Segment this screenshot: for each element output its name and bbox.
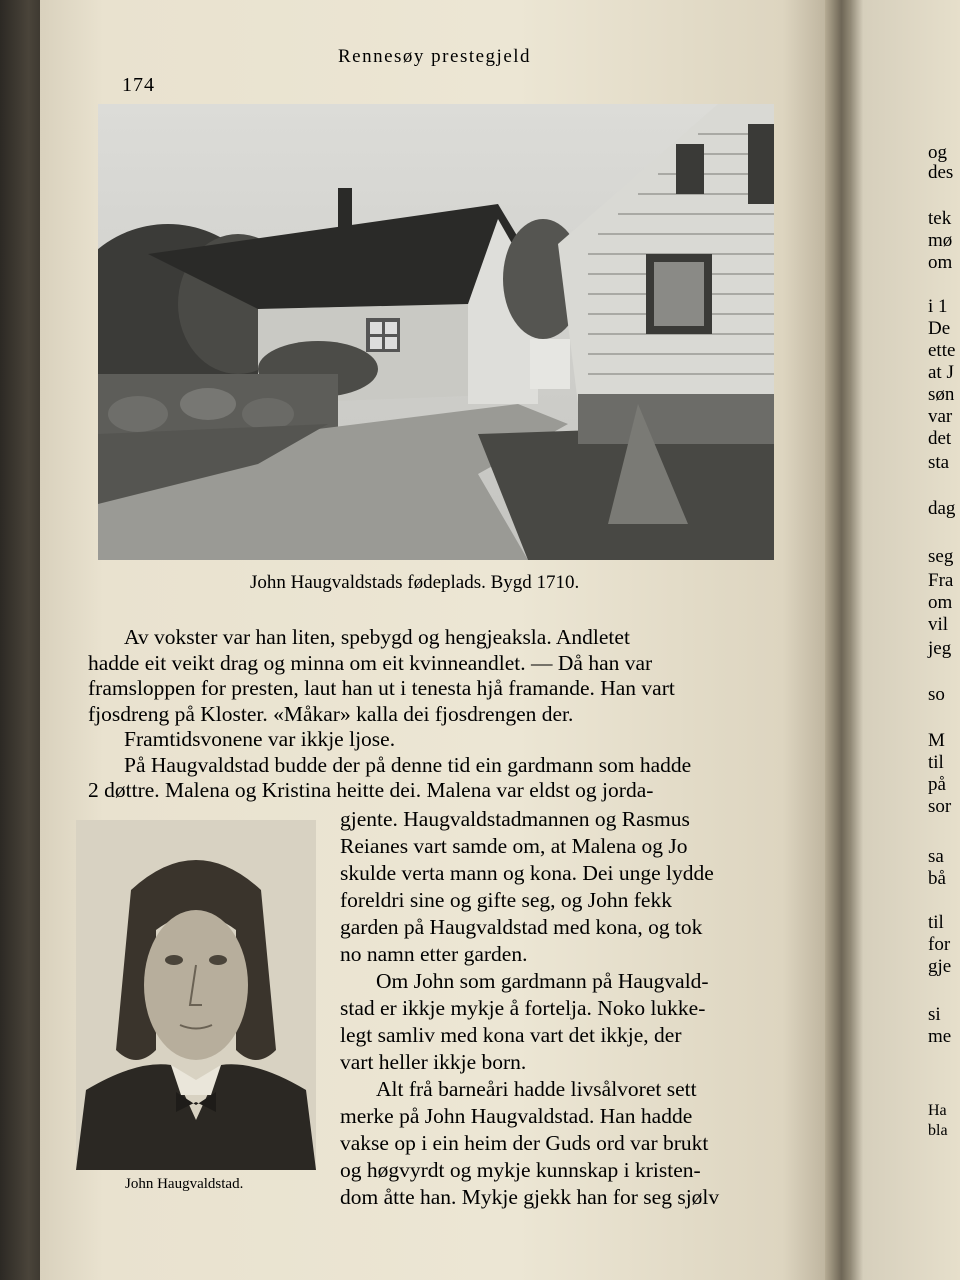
page-number: 174 [122, 74, 155, 96]
text-line: legt samliv med kona vart det ikkje, der [340, 1023, 682, 1047]
right-fragment: sa [928, 846, 944, 867]
text-line: garden på Haugvaldstad med kona, og tok [340, 915, 703, 939]
text-line: På Haugvaldstad budde der på denne tid ein gardmann som hadde [124, 752, 692, 777]
right-fragment: seg [928, 546, 954, 567]
right-fragment: Ha [928, 1102, 947, 1119]
right-fragment: tek [928, 208, 952, 229]
right-fragment: si [928, 1004, 941, 1025]
right-fragment: bå [928, 868, 946, 889]
text-line: vart heller ikkje born. [340, 1050, 527, 1074]
text-line: framsloppen for presten, laut han ut i tenesta hjå framande. Han vart [88, 676, 675, 700]
right-fragment: Fra [928, 570, 954, 591]
text-line: Om John som gardmann på Haugvald- [376, 969, 709, 993]
right-fragment: for [928, 934, 951, 955]
text-line: Reianes vart samde om, at Malena og Jo [340, 834, 688, 858]
running-head: Rennesøy prestegjeld [338, 46, 532, 67]
text-line: vakse op i ein heim der Guds ord var brukt [340, 1131, 709, 1155]
right-fragment: bla [928, 1122, 948, 1139]
portrait-caption: John Haugvaldstad. [125, 1176, 244, 1192]
photo-caption: John Haugvaldstads fødeplads. Bygd 1710. [250, 572, 580, 593]
farmhouse-photo [98, 104, 774, 560]
right-fragment: sor [928, 796, 952, 817]
text-line: foreldri sine og gifte seg, og John fekk [340, 888, 672, 912]
text-line: gjente. Haugvaldstadmannen og Rasmus [340, 807, 690, 831]
right-fragment: me [928, 1026, 952, 1047]
text-line: 2 døttre. Malena og Kristina heitte dei. Malena var eldst og jorda- [88, 778, 654, 802]
text-line: merke på John Haugvaldstad. Han hadde [340, 1104, 693, 1128]
right-fragment: gje [928, 956, 952, 977]
text-line: stad er ikkje mykje å fortelja. Noko lukke- [340, 996, 706, 1020]
right-fragment: ette [928, 340, 956, 361]
right-fragment: i 1 [928, 296, 948, 317]
text-line: Alt frå barneåri hadde livsålvoret sett [376, 1077, 697, 1101]
right-fragment: til [928, 912, 944, 933]
right-fragment: at J [928, 362, 954, 383]
text-line: og høgvyrdt og mykje kunnskap i kristen- [340, 1158, 701, 1182]
right-fragment: De [928, 318, 951, 339]
right-fragment: til [928, 752, 944, 773]
right-fragment: var [928, 406, 953, 427]
text-line: fjosdreng på Kloster. «Måkar» kalla dei fjosdrengen der. [88, 701, 574, 726]
right-fragment: des [928, 162, 954, 183]
text-line: no namn etter garden. [340, 942, 528, 966]
right-fragment: og [928, 142, 947, 163]
right-fragment: sta [928, 452, 950, 473]
wrapped-paragraph [340, 806, 780, 1211]
right-fragment: mø [928, 230, 953, 251]
text-line: hadde eit veikt drag og minna om eit kvinneandlet. — Då han var [88, 650, 653, 675]
right-fragment: so [928, 684, 945, 705]
text-line: Av vokster var han liten, spebygd og hengjeaksla. Andletet [124, 625, 630, 649]
right-fragment: om [928, 252, 953, 273]
text-line: Framtidsvonene var ikkje ljose. [124, 727, 396, 751]
right-fragment: på [928, 774, 946, 795]
right-fragment: jeg [928, 638, 952, 659]
portrait-photo [76, 820, 316, 1170]
text-line: skulde verta mann og kona. Dei unge lydde [340, 861, 714, 885]
right-fragment: søn [928, 384, 955, 405]
right-fragment: om [928, 592, 953, 613]
text-line: dom åtte han. Mykje gjekk han for seg sjølv [340, 1185, 720, 1209]
right-fragment: dag [928, 498, 956, 519]
right-fragment: det [928, 428, 952, 449]
right-fragment: M [928, 730, 945, 751]
right-fragment: vil [928, 614, 949, 635]
main-paragraph [88, 625, 778, 804]
